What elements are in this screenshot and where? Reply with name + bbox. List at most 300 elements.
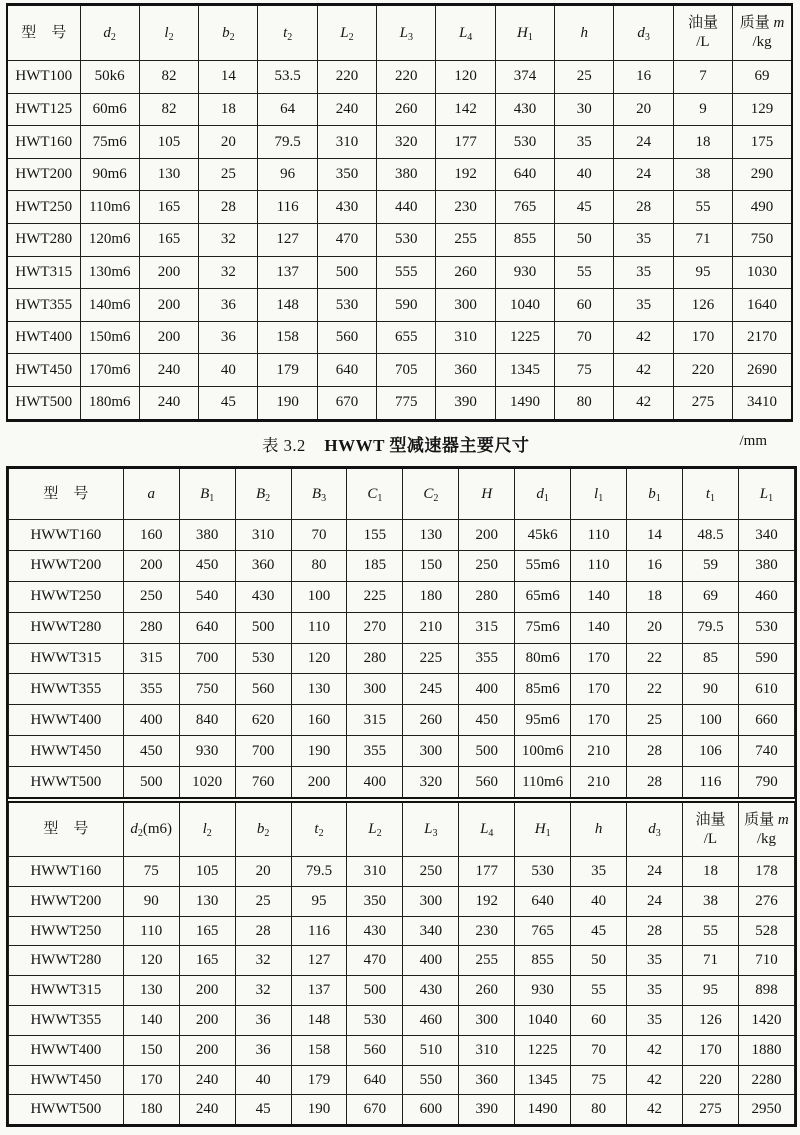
dimension-cell: 170 [571, 674, 627, 705]
dimension-cell: 69 [733, 61, 792, 94]
table-row [9, 705, 795, 736]
column-header: $L_4$ [436, 5, 495, 61]
dimension-cell: 50 [555, 223, 614, 256]
dimension-cell: 110 [123, 916, 179, 946]
dimension-cell: 32 [199, 223, 258, 256]
dimension-cell: 315 [459, 612, 515, 643]
table-row [9, 1006, 795, 1036]
model-name: HWT500 [7, 386, 80, 420]
dimension-cell: 142 [436, 93, 495, 126]
dimension-cell: 710 [738, 946, 794, 976]
dimension-cell: 148 [291, 1006, 347, 1036]
column-header: $b_1$ [627, 469, 683, 520]
table-row [9, 736, 795, 767]
dimension-cell: 340 [403, 916, 459, 946]
dimension-cell: 200 [179, 976, 235, 1006]
unit-label: /mm [739, 433, 767, 449]
dimension-cell: 110m6 [80, 191, 139, 224]
model-name: HWT450 [7, 354, 80, 387]
dimension-cell: 560 [347, 1035, 403, 1065]
dimension-cell: 48.5 [682, 520, 738, 551]
dimension-cell: 200 [179, 1035, 235, 1065]
dimension-cell: 28 [627, 767, 683, 797]
dimension-cell: 20 [199, 126, 258, 159]
caption-text [262, 431, 529, 456]
dimension-cell: 390 [459, 1095, 515, 1124]
dimension-cell: 40 [571, 886, 627, 916]
dimension-cell: 35 [627, 946, 683, 976]
header-row [9, 803, 795, 857]
dimension-cell: 380 [179, 520, 235, 551]
model-name: HWT355 [7, 289, 80, 322]
dimension-cell: 790 [738, 767, 794, 797]
dimension-cell: 69 [682, 581, 738, 612]
dimension-cell: 255 [459, 946, 515, 976]
dimension-cell: 290 [733, 158, 792, 191]
dimension-cell: 276 [738, 886, 794, 916]
table-row [7, 126, 792, 159]
dimension-cell: 22 [627, 643, 683, 674]
dimension-cell: 36 [199, 289, 258, 322]
dimension-cell: 75 [571, 1065, 627, 1095]
column-header: $C_1$ [347, 469, 403, 520]
dimension-cell: 42 [627, 1095, 683, 1124]
table-row [7, 223, 792, 256]
dimension-cell: 126 [682, 1006, 738, 1036]
dimension-cell: 20 [235, 857, 291, 887]
dimension-cell: 25 [555, 61, 614, 94]
column-header: $H_1$ [495, 5, 554, 61]
dimension-cell: 30 [555, 93, 614, 126]
hwwt-output-shaft-table [8, 803, 795, 1124]
dimension-cell: 300 [403, 886, 459, 916]
dimension-cell: 95 [673, 256, 732, 289]
dimension-cell: 260 [403, 705, 459, 736]
column-header: $d_2(m6)$ [123, 803, 179, 857]
dimension-cell: 24 [627, 886, 683, 916]
dimension-cell: 260 [377, 93, 436, 126]
dimension-cell: 116 [258, 191, 317, 224]
table-row [9, 976, 795, 1006]
dimension-cell: 35 [614, 256, 673, 289]
dimension-cell: 210 [571, 767, 627, 797]
dimension-cell: 28 [235, 916, 291, 946]
model-name: HWWT200 [9, 550, 124, 581]
dimension-cell: 705 [377, 354, 436, 387]
dimension-cell: 179 [291, 1065, 347, 1095]
dimension-cell: 170 [682, 1035, 738, 1065]
dimension-cell: 775 [377, 386, 436, 420]
dimension-cell: 530 [738, 612, 794, 643]
dimension-cell: 350 [317, 158, 376, 191]
table-number: 表 3.2 [262, 436, 306, 455]
column-header: h [571, 803, 627, 857]
dimension-cell: 120m6 [80, 223, 139, 256]
hwwt-main-dimensions-table [8, 469, 795, 797]
dimension-cell: 360 [436, 354, 495, 387]
model-name: HWWT315 [9, 976, 124, 1006]
dimension-cell: 79.5 [682, 612, 738, 643]
dimension-cell: 55 [682, 916, 738, 946]
dimension-cell: 60m6 [80, 93, 139, 126]
dimension-cell: 35 [555, 126, 614, 159]
column-header: $L_2$ [347, 803, 403, 857]
model-name: HWT100 [7, 61, 80, 94]
dimension-cell: 500 [235, 612, 291, 643]
dimension-cell: 75m6 [80, 126, 139, 159]
dimension-cell: 170 [571, 705, 627, 736]
dimension-cell: 35 [614, 289, 673, 322]
model-name: HWWT160 [9, 857, 124, 887]
dimension-cell: 240 [139, 354, 198, 387]
dimension-cell: 116 [682, 767, 738, 797]
dimension-cell: 1345 [515, 1065, 571, 1095]
dimension-cell: 40 [235, 1065, 291, 1095]
dimension-cell: 500 [459, 736, 515, 767]
table-row [9, 643, 795, 674]
column-header: 型 号 [9, 803, 124, 857]
dimension-cell: 280 [347, 643, 403, 674]
dimension-cell: 530 [377, 223, 436, 256]
dimension-cell: 450 [123, 736, 179, 767]
column-header: $d_3$ [614, 5, 673, 61]
dimension-cell: 190 [258, 386, 317, 420]
dimension-cell: 18 [627, 581, 683, 612]
dimension-cell: 32 [235, 946, 291, 976]
table-row [7, 191, 792, 224]
column-header: h [555, 5, 614, 61]
dimension-cell: 18 [199, 93, 258, 126]
dimension-cell: 38 [682, 886, 738, 916]
dimension-cell: 71 [682, 946, 738, 976]
dimension-cell: 96 [258, 158, 317, 191]
dimension-cell: 530 [495, 126, 554, 159]
dimension-cell: 655 [377, 321, 436, 354]
dimension-cell: 24 [614, 158, 673, 191]
dimension-cell: 130 [403, 520, 459, 551]
dimension-cell: 275 [673, 386, 732, 420]
dimension-cell: 32 [235, 976, 291, 1006]
dimension-cell: 320 [403, 767, 459, 797]
model-name: HWT125 [7, 93, 80, 126]
dimension-cell: 177 [436, 126, 495, 159]
dimension-cell: 590 [738, 643, 794, 674]
dimension-cell: 24 [627, 857, 683, 887]
dimension-cell: 20 [627, 612, 683, 643]
column-header: $d_1$ [515, 469, 571, 520]
dimension-cell: 430 [403, 976, 459, 1006]
dimension-cell: 640 [515, 886, 571, 916]
dimension-cell: 225 [403, 643, 459, 674]
model-name: HWWT450 [9, 736, 124, 767]
dimension-cell: 140 [123, 1006, 179, 1036]
dimension-cell: 200 [139, 256, 198, 289]
dimension-cell: 280 [459, 581, 515, 612]
model-name: HWT315 [7, 256, 80, 289]
dimension-cell: 310 [317, 126, 376, 159]
dimension-cell: 530 [235, 643, 291, 674]
dimension-cell: 14 [627, 520, 683, 551]
dimension-cell: 45 [235, 1095, 291, 1124]
dimension-cell: 20 [614, 93, 673, 126]
table-row [7, 93, 792, 126]
dimension-cell: 528 [738, 916, 794, 946]
dimension-cell: 95m6 [515, 705, 571, 736]
column-header: $d_3$ [627, 803, 683, 857]
dimension-cell: 126 [673, 289, 732, 322]
model-name: HWWT400 [9, 1035, 124, 1065]
dimension-cell: 750 [733, 223, 792, 256]
dimension-cell: 105 [139, 126, 198, 159]
dimension-cell: 374 [495, 61, 554, 94]
dimension-cell: 71 [673, 223, 732, 256]
dimension-cell: 310 [347, 857, 403, 887]
dimension-cell: 45 [571, 916, 627, 946]
dimension-cell: 275 [682, 1095, 738, 1124]
model-name: HWWT315 [9, 643, 124, 674]
dimension-cell: 180 [123, 1095, 179, 1124]
dimension-cell: 300 [459, 1006, 515, 1036]
dimension-cell: 70 [555, 321, 614, 354]
table-row [9, 857, 795, 887]
dimension-cell: 350 [347, 886, 403, 916]
dimension-cell: 310 [436, 321, 495, 354]
column-header: $t_2$ [258, 5, 317, 61]
dimension-cell: 110 [571, 520, 627, 551]
dimension-cell: 240 [179, 1095, 235, 1124]
dimension-cell: 82 [139, 61, 198, 94]
dimension-cell: 32 [199, 256, 258, 289]
dimension-cell: 170 [571, 643, 627, 674]
dimension-cell: 855 [495, 223, 554, 256]
table-caption [0, 419, 800, 465]
dimension-cell: 460 [403, 1006, 459, 1036]
dimension-cell: 200 [123, 550, 179, 581]
dimension-cell: 155 [347, 520, 403, 551]
dimension-cell: 390 [436, 386, 495, 420]
dimension-cell: 355 [347, 736, 403, 767]
table-row [9, 550, 795, 581]
dimension-cell: 75m6 [515, 612, 571, 643]
model-name: HWT250 [7, 191, 80, 224]
dimension-cell: 440 [377, 191, 436, 224]
dimension-cell: 42 [614, 386, 673, 420]
dimension-cell: 300 [436, 289, 495, 322]
dimension-cell: 470 [347, 946, 403, 976]
dimension-cell: 240 [139, 386, 198, 420]
dimension-cell: 225 [347, 581, 403, 612]
dimension-cell: 500 [347, 976, 403, 1006]
dimension-cell: 160 [291, 705, 347, 736]
column-header: $B_3$ [291, 469, 347, 520]
dimension-cell: 75 [555, 354, 614, 387]
dimension-cell: 1880 [738, 1035, 794, 1065]
table-row [9, 581, 795, 612]
dimension-cell: 430 [347, 916, 403, 946]
dimension-cell: 930 [179, 736, 235, 767]
dimension-cell: 240 [317, 93, 376, 126]
dimension-cell: 1490 [495, 386, 554, 420]
model-name: HWT200 [7, 158, 80, 191]
column-header: $t_2$ [291, 803, 347, 857]
column-header: H [459, 469, 515, 520]
model-name: HWWT450 [9, 1065, 124, 1095]
dimension-cell: 28 [614, 191, 673, 224]
dimension-cell: 590 [377, 289, 436, 322]
dimension-cell: 2170 [733, 321, 792, 354]
dimension-cell: 130 [123, 976, 179, 1006]
dimension-cell: 170m6 [80, 354, 139, 387]
column-header: $d_2$ [80, 5, 139, 61]
column-header: $H_1$ [515, 803, 571, 857]
dimension-cell: 460 [738, 581, 794, 612]
table-row [7, 158, 792, 191]
dimension-cell: 42 [627, 1035, 683, 1065]
table-row [9, 946, 795, 976]
dimension-cell: 192 [436, 158, 495, 191]
dimension-cell: 700 [235, 736, 291, 767]
dimension-cell: 150 [123, 1035, 179, 1065]
dimension-cell: 530 [347, 1006, 403, 1036]
dimension-cell: 260 [459, 976, 515, 1006]
dimension-cell: 260 [436, 256, 495, 289]
dimension-cell: 40 [555, 158, 614, 191]
dimension-cell: 180m6 [80, 386, 139, 420]
dimension-cell: 140 [571, 581, 627, 612]
dimension-cell: 760 [235, 767, 291, 797]
dimension-cell: 1020 [179, 767, 235, 797]
dimension-cell: 250 [123, 581, 179, 612]
dimension-cell: 660 [738, 705, 794, 736]
dimension-cell: 1225 [515, 1035, 571, 1065]
dimension-cell: 180 [403, 581, 459, 612]
column-header: $L_4$ [459, 803, 515, 857]
dimension-cell: 36 [235, 1006, 291, 1036]
dimension-cell: 560 [459, 767, 515, 797]
dimension-cell: 192 [459, 886, 515, 916]
dimension-cell: 165 [179, 946, 235, 976]
column-header: $L_3$ [377, 5, 436, 61]
column-header: $L_2$ [317, 5, 376, 61]
table-row [9, 916, 795, 946]
table-row [9, 520, 795, 551]
hwwt-tables-frame [6, 466, 797, 1127]
dimension-cell: 7 [673, 61, 732, 94]
dimension-cell: 1490 [515, 1095, 571, 1124]
dimension-cell: 137 [258, 256, 317, 289]
dimension-cell: 116 [291, 916, 347, 946]
column-header: 油量 /L [682, 803, 738, 857]
dimension-cell: 45 [199, 386, 258, 420]
dimension-cell: 55 [555, 256, 614, 289]
dimension-cell: 80m6 [515, 643, 571, 674]
dimension-cell: 400 [123, 705, 179, 736]
dimension-cell: 530 [317, 289, 376, 322]
dimension-cell: 90m6 [80, 158, 139, 191]
dimension-cell: 360 [459, 1065, 515, 1095]
dimension-cell: 450 [179, 550, 235, 581]
dimension-cell: 200 [139, 289, 198, 322]
dimension-cell: 60 [555, 289, 614, 322]
dimension-cell: 14 [199, 61, 258, 94]
dimension-cell: 255 [436, 223, 495, 256]
dimension-cell: 670 [317, 386, 376, 420]
dimension-cell: 200 [459, 520, 515, 551]
model-name: HWWT250 [9, 916, 124, 946]
dimension-cell: 42 [614, 354, 673, 387]
dimension-cell: 42 [614, 321, 673, 354]
dimension-cell: 220 [673, 354, 732, 387]
dimension-cell: 640 [179, 612, 235, 643]
dimension-cell: 550 [403, 1065, 459, 1095]
dimension-cell: 190 [291, 1095, 347, 1124]
dimension-cell: 220 [317, 61, 376, 94]
dimension-cell: 16 [614, 61, 673, 94]
dimension-cell: 245 [403, 674, 459, 705]
dimension-cell: 670 [347, 1095, 403, 1124]
dimension-cell: 50 [571, 946, 627, 976]
dimension-cell: 175 [733, 126, 792, 159]
table-title: HWWT 型减速器主要尺寸 [324, 436, 530, 455]
dimension-cell: 765 [495, 191, 554, 224]
dimension-cell: 610 [738, 674, 794, 705]
dimension-cell: 315 [347, 705, 403, 736]
dimension-cell: 450 [459, 705, 515, 736]
dimension-cell: 9 [673, 93, 732, 126]
dimension-cell: 310 [235, 520, 291, 551]
dimension-cell: 35 [614, 223, 673, 256]
dimension-cell: 840 [179, 705, 235, 736]
dimension-cell: 137 [291, 976, 347, 1006]
dimension-cell: 320 [377, 126, 436, 159]
dimension-cell: 18 [673, 126, 732, 159]
column-header: $t_1$ [682, 469, 738, 520]
dimension-cell: 105 [179, 857, 235, 887]
dimension-cell: 165 [139, 223, 198, 256]
dimension-cell: 170 [123, 1065, 179, 1095]
dimension-cell: 25 [627, 705, 683, 736]
dimension-cell: 400 [403, 946, 459, 976]
dimension-cell: 2690 [733, 354, 792, 387]
column-header: $L_3$ [403, 803, 459, 857]
dimension-cell: 500 [123, 767, 179, 797]
dimension-cell: 210 [571, 736, 627, 767]
dimension-cell: 25 [235, 886, 291, 916]
dimension-cell: 360 [235, 550, 291, 581]
dimension-cell: 200 [179, 1006, 235, 1036]
dimension-cell: 16 [627, 550, 683, 581]
dimension-cell: 95 [291, 886, 347, 916]
dimension-cell: 340 [738, 520, 794, 551]
dimension-cell: 150m6 [80, 321, 139, 354]
dimension-cell: 90 [682, 674, 738, 705]
table-row [9, 674, 795, 705]
dimension-cell: 50k6 [80, 61, 139, 94]
dimension-cell: 28 [627, 916, 683, 946]
dimension-cell: 120 [123, 946, 179, 976]
table-row [7, 256, 792, 289]
dimension-cell: 280 [123, 612, 179, 643]
model-name: HWWT280 [9, 612, 124, 643]
model-name: HWWT400 [9, 705, 124, 736]
table-row [9, 1095, 795, 1124]
dimension-cell: 765 [515, 916, 571, 946]
model-name: HWWT355 [9, 1006, 124, 1036]
dimension-cell: 750 [179, 674, 235, 705]
dimension-cell: 380 [738, 550, 794, 581]
dimension-cell: 106 [682, 736, 738, 767]
dimension-cell: 79.5 [258, 126, 317, 159]
